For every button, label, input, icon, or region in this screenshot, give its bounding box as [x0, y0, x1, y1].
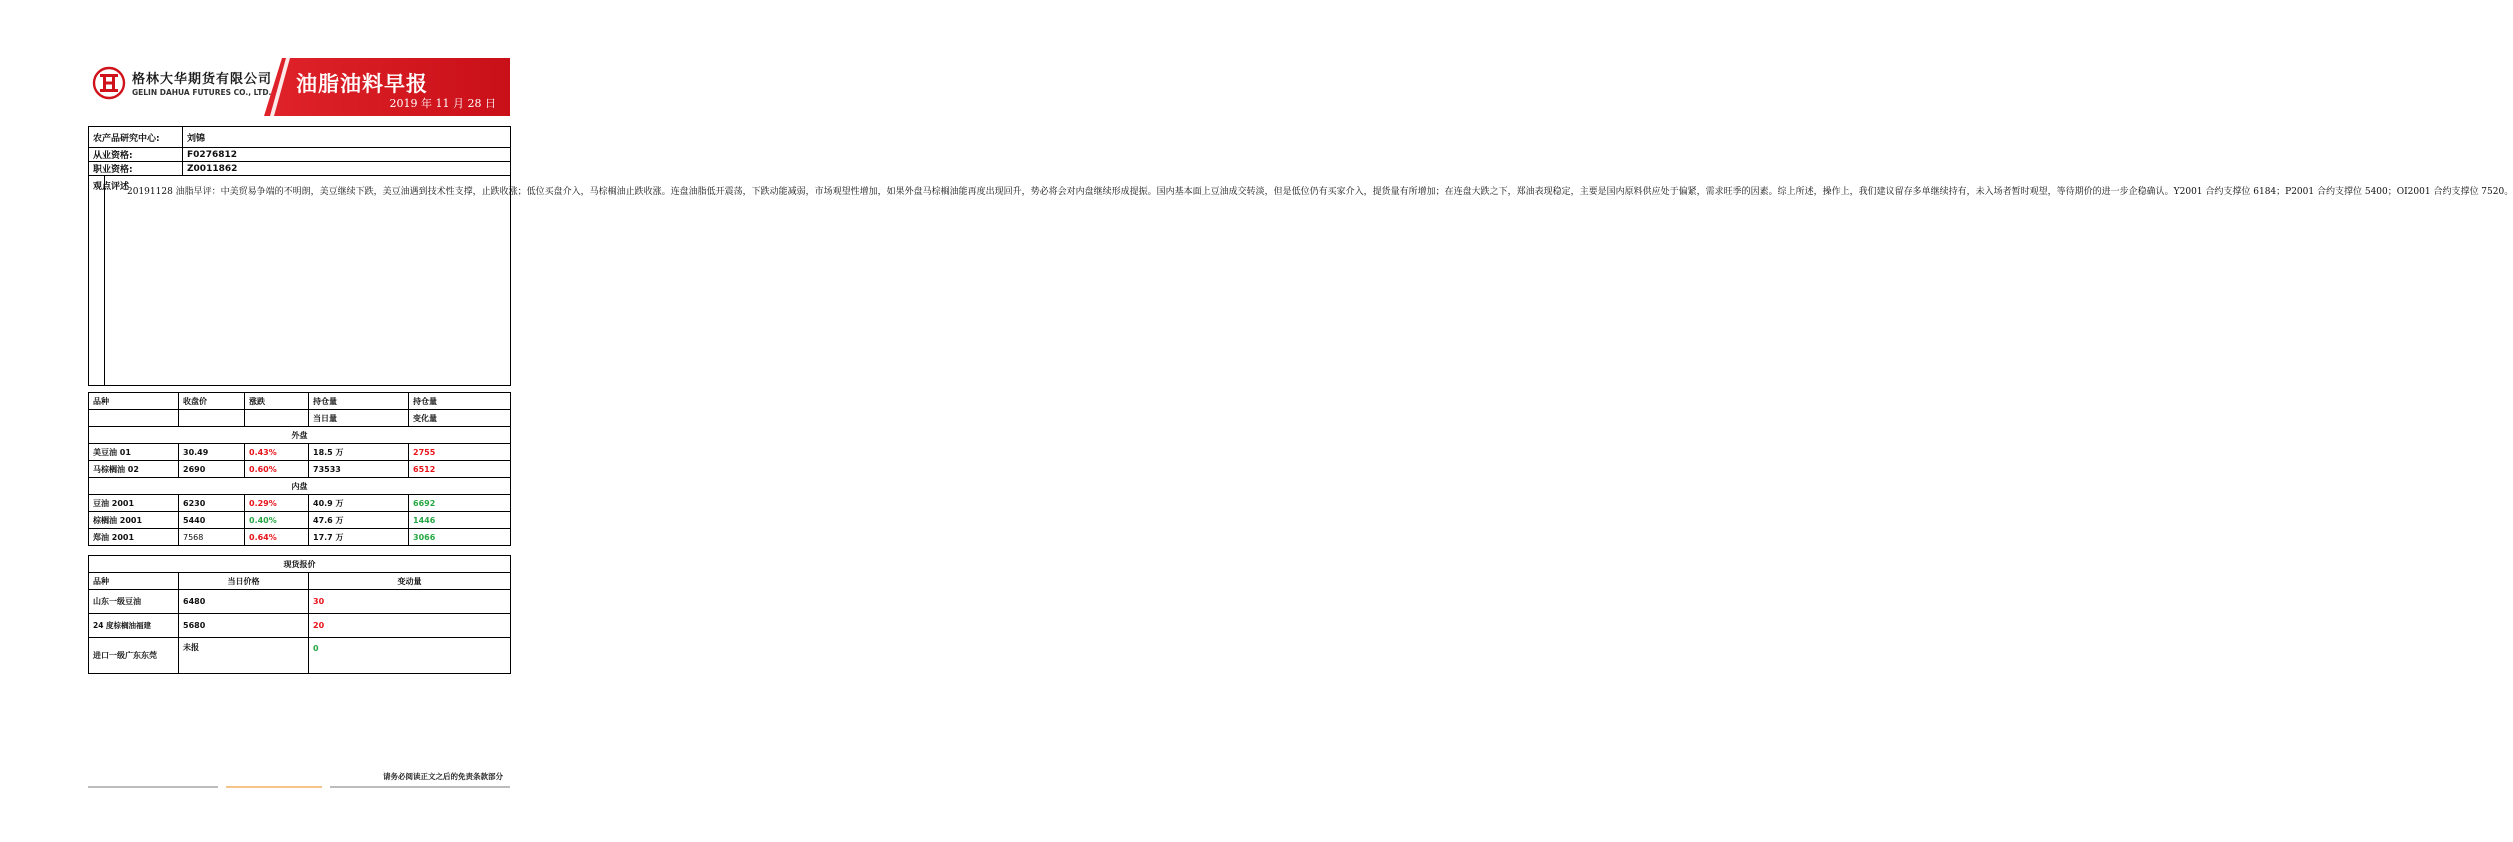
- spot-title-row: [89, 556, 511, 573]
- row-oi: 47.6 万: [309, 512, 409, 529]
- row-change: 0.64%: [245, 529, 309, 546]
- header-oi-sub: 当日量: [309, 410, 409, 427]
- table-row: [89, 444, 511, 461]
- row-change: 0.29%: [245, 495, 309, 512]
- row-close: 30.49: [179, 444, 245, 461]
- futures-market-table: [88, 392, 511, 546]
- table-row: [89, 638, 511, 674]
- table-row: [89, 529, 511, 546]
- spot-row-name: 山东一级豆油: [89, 590, 179, 614]
- spot-header-change: 变动量: [309, 573, 511, 590]
- domestic-section-label: 内盘: [89, 478, 511, 495]
- table-row: [89, 461, 511, 478]
- company-logo: [88, 64, 273, 108]
- row-name: 美豆油 01: [89, 444, 179, 461]
- job-qualification-value: Z0011862: [183, 162, 511, 176]
- spot-row-price: 5680: [179, 614, 309, 638]
- row-change: 0.40%: [245, 512, 309, 529]
- row-name: 棕榈油 2001: [89, 512, 179, 529]
- foreign-section-row: [89, 427, 511, 444]
- row-name: 豆油 2001: [89, 495, 179, 512]
- spot-row-change: 20: [309, 614, 511, 638]
- domestic-section-row: [89, 478, 511, 495]
- company-logo-icon: [92, 66, 126, 100]
- row-oi: 40.9 万: [309, 495, 409, 512]
- opinion-row: [89, 176, 511, 386]
- spot-row-change: 30: [309, 590, 511, 614]
- table-row: [89, 590, 511, 614]
- spot-row-name: 进口一级广东东莞: [89, 638, 179, 674]
- dept-row: [89, 127, 511, 148]
- row-close: 2690: [179, 461, 245, 478]
- opinion-text: 20191128 油脂早评：中美贸易争端的不明朗，美豆继续下跌，美豆油遇到技术性支撑，止跌收涨；低位买盘介入，马棕榈油止跌收涨。连盘油脂低开震荡，下跌动能减弱，市场观望性增加，如果外盘马棕榈油能再度出现回升，势必将会对内盘继续形成提振。国内基本面上豆油成交转淡，但是低位仍有买家介入，提货量有所增加；在连盘大跌之下，郑油表现稳定，主要是国内原料供应处于偏紧，需求旺季的因素。综上所述，操作上，我们建议留存多单继续持有，未入场者暂时观望，等待期价的进一步企稳确认。Y2001 合约支撑位 6184；P2001 合约支撑位 5400；OI2001 合约支撑位 7520。: [105, 176, 511, 386]
- title-banner: [264, 58, 510, 116]
- report-date: 2019 年 11 月 28 日: [389, 97, 496, 110]
- row-oi-delta: 6692: [409, 495, 511, 512]
- spot-price-table: [88, 555, 511, 674]
- spot-row-price: 6480: [179, 590, 309, 614]
- spot-row-change: 0: [309, 638, 511, 674]
- report-header: [88, 58, 510, 116]
- dept-label: 农产品研究中心:: [89, 127, 183, 148]
- spot-title: 现货报价: [89, 556, 511, 573]
- row-oi-delta: 1446: [409, 512, 511, 529]
- row-change: 0.43%: [245, 444, 309, 461]
- opinion-side-label: 观点评述: [89, 176, 105, 386]
- spot-header-name: 品种: [89, 573, 179, 590]
- header-oi-change-sub: 变化量: [409, 410, 511, 427]
- row-close: 7568: [179, 529, 245, 546]
- row-close: 6230: [179, 495, 245, 512]
- spot-header-price: 当日价格: [179, 573, 309, 590]
- row-oi: 73533: [309, 461, 409, 478]
- spot-header-row: [89, 573, 511, 590]
- row-oi-delta: 2755: [409, 444, 511, 461]
- report-title: 油脂油料早报: [296, 72, 428, 96]
- row-oi: 18.5 万: [309, 444, 409, 461]
- qualification-row: [89, 148, 511, 162]
- row-name: 马棕榈油 02: [89, 461, 179, 478]
- foreign-section-label: 外盘: [89, 427, 511, 444]
- qualification-label: 从业资格:: [89, 148, 183, 162]
- qualification-value: F0276812: [183, 148, 511, 162]
- company-name-cn: 格林大华期货有限公司: [132, 72, 273, 87]
- header-close: 收盘价: [179, 393, 245, 410]
- company-name-en: GELIN DAHUA FUTURES CO., LTD.: [132, 88, 272, 97]
- footer-divider: [88, 786, 510, 788]
- header-name: 品种: [89, 393, 179, 410]
- row-name: 郑油 2001: [89, 529, 179, 546]
- header-oi-change: 持仓量: [409, 393, 511, 410]
- analyst-info-table: [88, 126, 2513, 386]
- row-oi: 17.7 万: [309, 529, 409, 546]
- spot-row-name: 24 度棕榈油福建: [89, 614, 179, 638]
- spot-row-price: 未报: [179, 638, 309, 674]
- job-qualification-row: [89, 162, 511, 176]
- market-subheader-row: [89, 410, 511, 427]
- header-change: 涨跌: [245, 393, 309, 410]
- row-close: 5440: [179, 512, 245, 529]
- job-qualification-label: 职业资格:: [89, 162, 183, 176]
- market-header-row: [89, 393, 511, 410]
- row-oi-delta: 6512: [409, 461, 511, 478]
- analyst-name: 刘锦: [183, 127, 511, 148]
- row-change: 0.60%: [245, 461, 309, 478]
- header-oi: 持仓量: [309, 393, 409, 410]
- table-row: [89, 495, 511, 512]
- row-oi-delta: 3066: [409, 529, 511, 546]
- disclaimer-note: 请务必阅读正文之后的免责条款部分: [383, 772, 503, 781]
- table-row: [89, 512, 511, 529]
- table-row: [89, 614, 511, 638]
